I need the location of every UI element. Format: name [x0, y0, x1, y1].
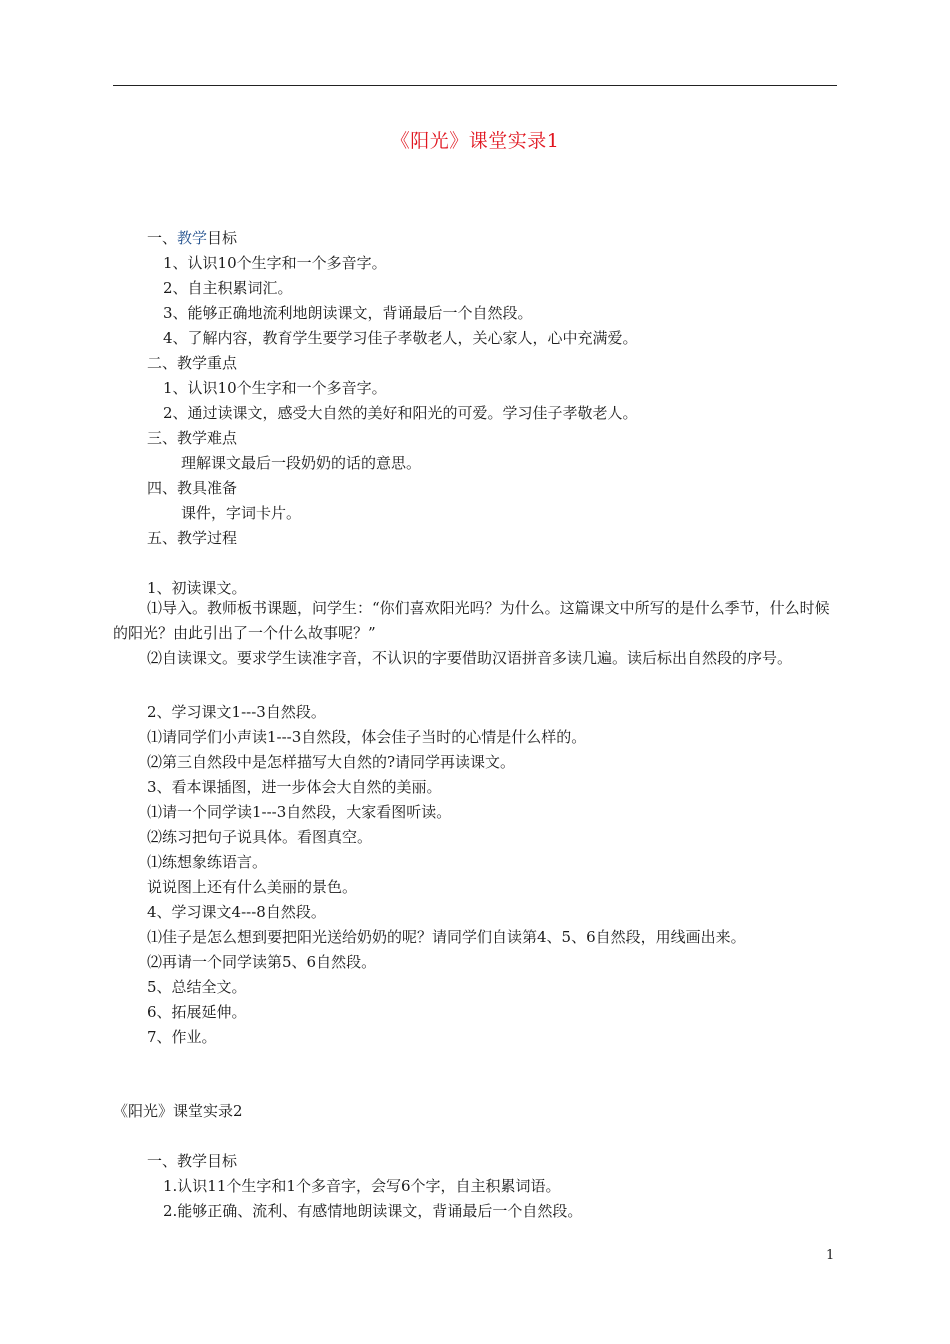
section-2-goal-item: 1.认识11个生字和1个多音字，会写6个字，自主积累词语。	[163, 1177, 561, 1195]
process-step: 2、学习课文1---3自然段。	[147, 703, 326, 721]
process-paragraph: ⑵自读课文。要求学生读准字音，不认识的字要借助汉语拼音多读几遍。读后标出自然段的序号。	[147, 649, 793, 667]
process-step: 6、拓展延伸。	[147, 1003, 247, 1021]
process-substep: ⑴请同学们小声读1---3自然段，体会佳子当时的心情是什么样的。	[147, 728, 587, 746]
process-substep: ⑴练想象练语言。	[147, 853, 268, 871]
page-number: 1	[826, 1248, 835, 1263]
goal-item: 2、自主积累词汇。	[163, 279, 293, 297]
goal-item: 1、认识10个生字和一个多音字。	[163, 254, 387, 272]
process-substep: ⑵练习把句子说具体。看图真空。	[147, 828, 373, 846]
goal-item: 4、了解内容，教育学生要学习佳子孝敬老人，关心家人，心中充满爱。	[163, 329, 638, 347]
process-step: 5、总结全文。	[147, 978, 247, 996]
process-paragraph: ⑴导入。教师板书课题，问学生：“你们喜欢阳光吗？为什么。这篇课文中所写的是什么季节，什么时候的阳光？由此引出了一个什么故事呢？”	[113, 599, 830, 642]
teaching-link[interactable]: 教学	[177, 229, 208, 247]
process-heading: 五、教学过程	[147, 529, 238, 547]
goal-item: 3、能够正确地流利地朗读课文，背诵最后一个自然段。	[163, 304, 533, 322]
focus-heading: 二、教学重点	[147, 354, 238, 372]
goals-heading: 一、教学目标	[147, 229, 238, 247]
tools-text: 课件，字词卡片。	[181, 504, 302, 522]
process-substep: ⑵第三自然段中是怎样描写大自然的?请同学再读课文。	[147, 753, 516, 771]
process-substep: ⑴佳子是怎么想到要把阳光送给奶奶的呢？请同学们自读第4、5、6自然段，用线画出来。	[147, 928, 746, 946]
focus-item: 2、通过读课文，感受大自然的美好和阳光的可爱。学习佳子孝敬老人。	[163, 404, 638, 422]
focus-item: 1、认识10个生字和一个多音字。	[163, 379, 387, 397]
process-step: 1、初读课文。	[147, 579, 247, 597]
process-step: 3、看本课插图，进一步体会大自然的美丽。	[147, 778, 442, 796]
section-2-goals-heading: 一、教学目标	[147, 1152, 238, 1170]
difficulty-heading: 三、教学难点	[147, 429, 238, 447]
tools-heading: 四、教具准备	[147, 479, 238, 497]
section-2-goal-item: 2.能够正确、流利、有感情地朗读课文，背诵最后一个自然段。	[163, 1202, 583, 1220]
header-rule	[113, 85, 837, 86]
difficulty-text: 理解课文最后一段奶奶的话的意思。	[181, 454, 422, 472]
section-2-title: 《阳光》课堂实录2	[113, 1102, 243, 1120]
document-title: 《阳光》课堂实录1	[390, 130, 560, 152]
process-step: 7、作业。	[147, 1028, 217, 1046]
process-substep: ⑴请一个同学读1---3自然段，大家看图听读。	[147, 803, 452, 821]
process-substep: ⑵再请一个同学读第5、6自然段。	[147, 953, 377, 971]
process-substep: 说说图上还有什么美丽的景色。	[147, 878, 358, 896]
process-step: 4、学习课文4---8自然段。	[147, 903, 326, 921]
